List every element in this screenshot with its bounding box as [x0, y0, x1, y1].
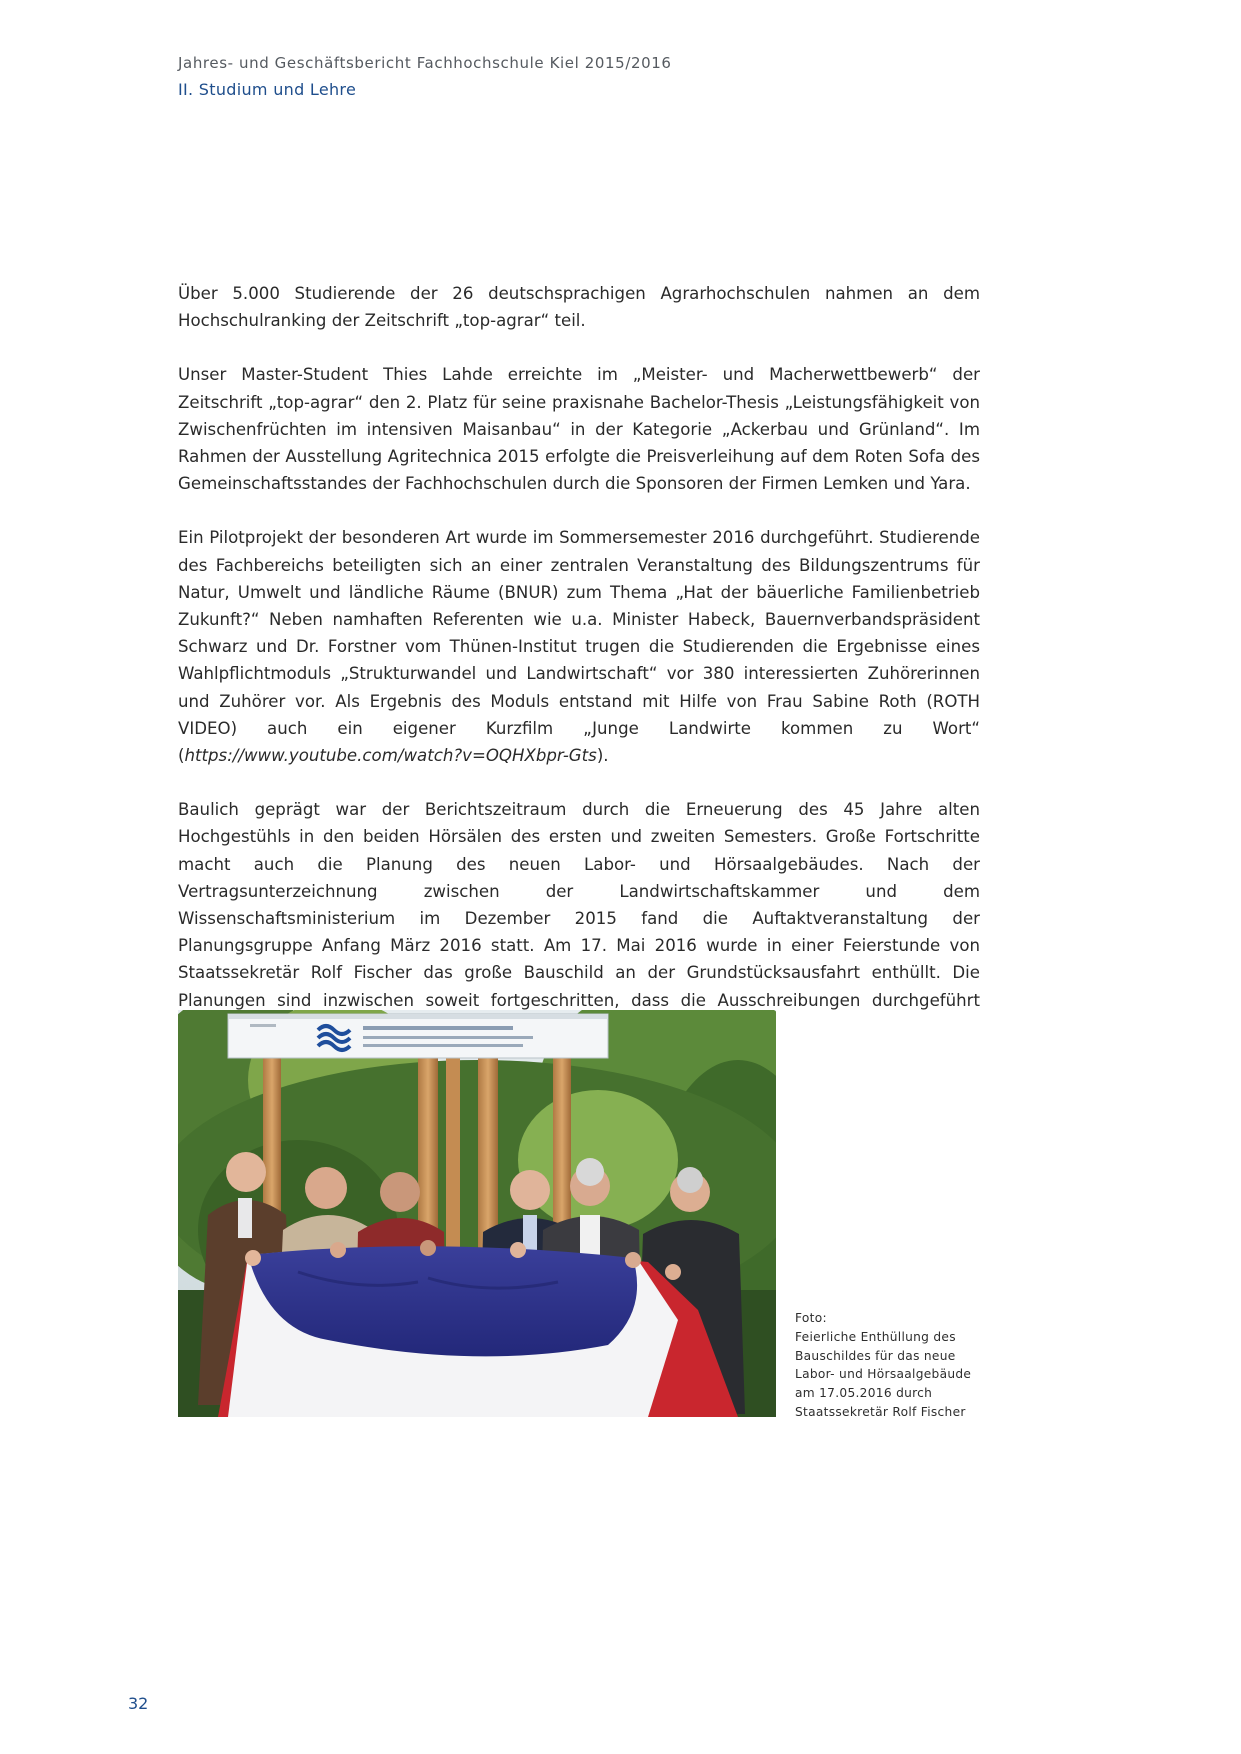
running-header-title: Jahres- und Geschäftsbericht Fachhochschule Kiel 2015/2016 — [178, 54, 672, 72]
caption-line: Staatssekretär Rolf Fischer — [795, 1404, 966, 1419]
page-number: 32 — [128, 1694, 149, 1713]
paragraph-ranking: Über 5.000 Studierende der 26 deutschsprachigen Agrarhochschulen nahmen an dem Hochschulranking der Zeitschrift „top-agrar“ teil. — [178, 284, 980, 331]
running-header-section: II. Studium und Lehre — [178, 80, 357, 99]
caption-line: Foto: — [795, 1311, 827, 1325]
paragraph-construction: Baulich geprägt war der Berichtszeitraum durch die Erneuerung des 45 Jahre alten Hochgestühls in den beiden Hörsälen des ersten und zweiten Semesters. Große Fortschritte macht auch die Planung des neuen Labor- und Hörsaalgebäudes. Nach der Vertragsunterzeichnung zwischen der Landwirtschaftskammer und dem Wissenschaftsministerium im Dezember 2015 fand die Auftaktveranstaltung der Planungsgruppe Anfang März 2016 statt. Am 17. Mai 2016 wurde in einer Feierstunde von Staatssekretär Rolf Fischer das große Bauschild an der Grundstücksausfahrt enthüllt. Die Planungen sind inzwischen soweit fortgeschritten, dass die Ausschreibungen durchgeführt — [178, 800, 980, 1010]
paragraph-pilot-text: Ein Pilotprojekt der besonderen Art wurde im Sommersemester 2016 durchgeführt. Studierende des Fachbereichs beteiligten sich an einer zentralen Veranstaltung des Bildungszentrums für Natur, Umwelt und ländliche Räume (BNUR) zum Thema „Hat der bäuerliche Familienbetrieb Zukunft?“ Neben namhaften Referenten wie u.a. Minister Habeck, Bauernverbandspräsident Schwarz und Dr. Forstner vom Thünen-Institut trugen die Studierenden die Ergebnisse eines Wahlpflichtmoduls „Strukturwandel und Landwirtschaft“ vor 380 interessierten Zuhörerinnen und Zuhörer vor. Als Ergebnis des Moduls entstand mit Hilfe von Frau Sabine Roth (ROTH VIDEO) auch ein eigener Kurzfilm „Junge Landwirte kommen zu Wort“ ( — [178, 528, 980, 766]
caption-line: Labor- und Hörsaalgebäude — [795, 1367, 972, 1382]
paragraph-pilot-project — [178, 524, 980, 769]
caption-line: Feierliche Enthüllung des — [795, 1329, 956, 1344]
article-body — [178, 280, 980, 1068]
paragraph-award: Unser Master-Student Thies Lahde erreichte im „Meister- und Macherwettbewerb“ der Zeitschrift „top-agrar“ den 2. Platz für seine praxisnahe Bachelor-Thesis „Leistungsfähigkeit von Zwischenfrüchten im intensiven Maisanbau“ in der Kategorie „Ackerbau und Grünland“. Im Rahmen der Ausstellung Agritechnica 2015 erfolgte die Preisverleihung auf dem Roten Sofa des Gemeinschaftsstandes der Fachhochschulen durch die Sponsoren der Firmen Lemken und Yara. — [178, 365, 980, 494]
caption-line: am 17.05.2016 durch — [795, 1386, 933, 1401]
photo-caption — [795, 1309, 995, 1422]
paragraph-pilot-tail: ). — [596, 746, 609, 766]
caption-line: Bauschildes für das neue — [795, 1348, 956, 1363]
video-link[interactable]: https://www.youtube.com/watch?v=OQHXbpr-Gts — [184, 746, 597, 766]
unveiling-photo — [178, 1010, 776, 1417]
